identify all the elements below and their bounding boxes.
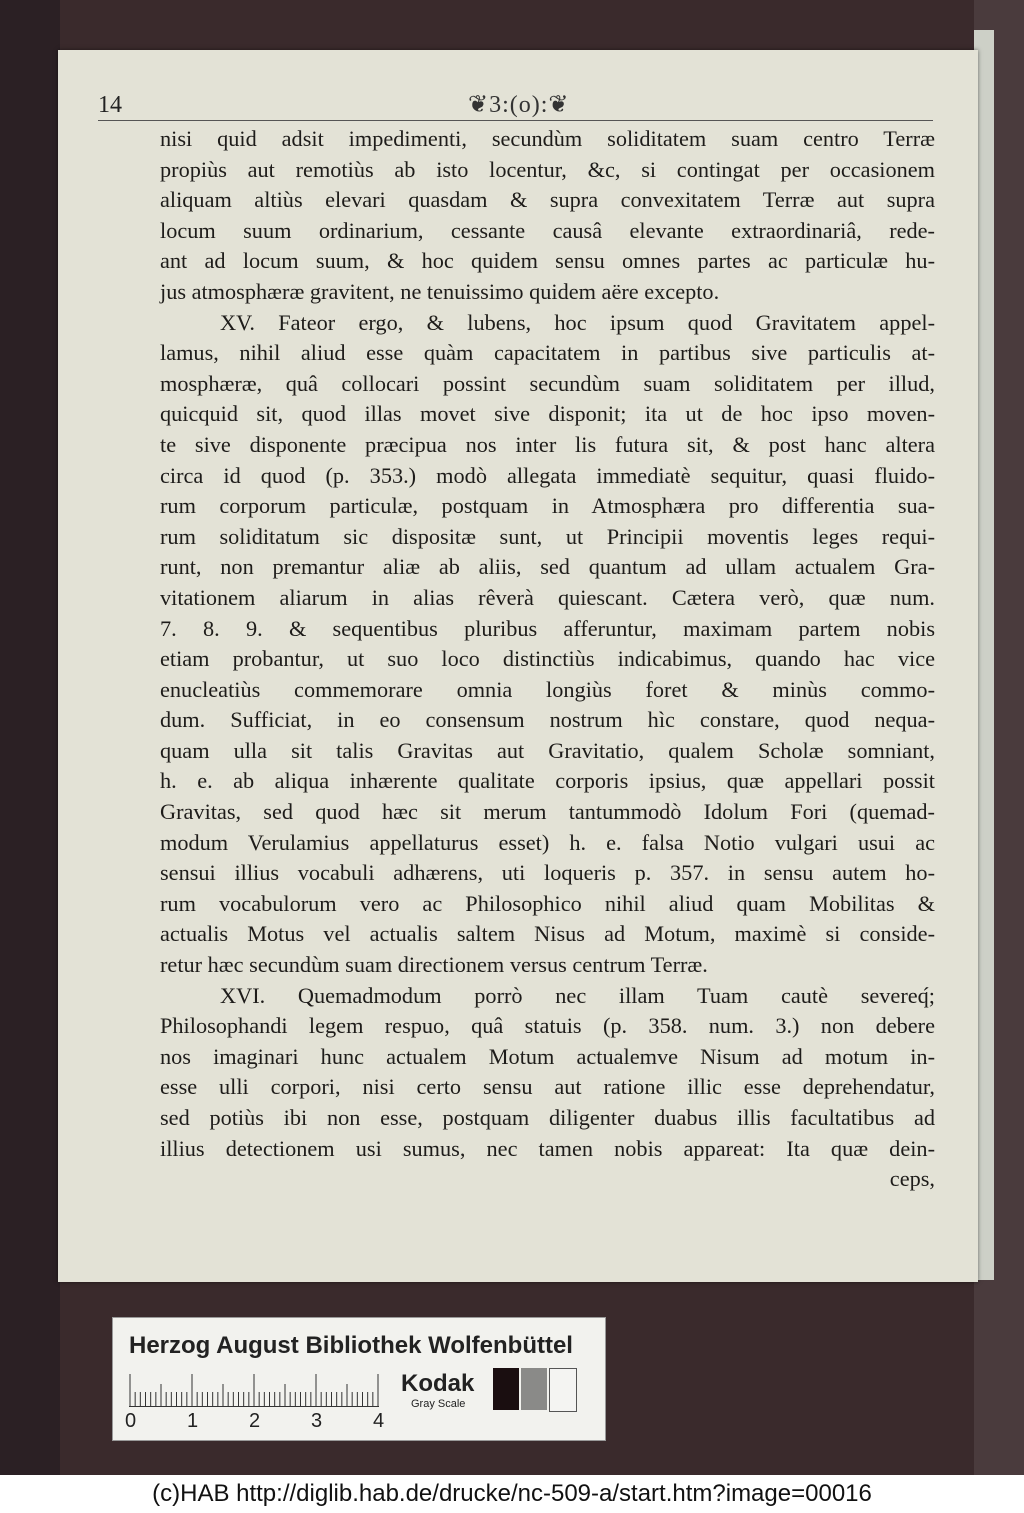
- text-line: Gravitas, sed quod hæc sit merum tantummodò Idolum Fori (quemad-: [160, 799, 935, 825]
- scale-card: [112, 1317, 606, 1441]
- text-line: ant ad locum suum, & hoc quidem sensu omnes partes ac particulæ hu-: [160, 248, 935, 274]
- body-text: [160, 124, 935, 1195]
- text-line: nos imaginari hunc actualem Motum actualemve Nisum ad motum in-: [160, 1043, 935, 1069]
- catchword: ceps,: [889, 1166, 935, 1192]
- ruler-number: 0: [125, 1410, 137, 1432]
- running-head: [98, 92, 933, 122]
- footer-bar: [0, 1475, 1024, 1513]
- footer-credit: (c)HAB http://diglib.hab.de/drucke/nc-509-a/start.htm?image=00016: [152, 1480, 872, 1507]
- ruler-number: 1: [187, 1410, 199, 1432]
- ruler: [129, 1374, 379, 1407]
- text-line: lamus, nihil aliud esse quàm capacitatem in partibus sive particulis at-: [160, 340, 935, 366]
- text-line: quicquid sit, quod illas movet sive disponit; ita ut de hoc ipso moven-: [160, 401, 935, 427]
- text-line: dum. Sufficiat, in eo consensum nostrum hìc constare, quod nequa-: [160, 707, 935, 733]
- text-line: aliquam altiùs elevari quasdam & supra convexitatem Terræ aut supra: [160, 187, 935, 213]
- text-line: locum suum ordinarium, cessante causâ elevante extraordinariâ, rede-: [160, 217, 935, 243]
- text-line: actualis Motus vel actualis saltem Nisus ad Motum, maximè si conside-: [160, 921, 935, 947]
- text-line: etiam probantur, ut suo loco distinctiùs indicabimus, quando hac vice: [160, 646, 935, 672]
- text-line: te sive disponente præcipua nos inter lis futura sit, & post hanc altera: [160, 431, 935, 457]
- header-rule: [98, 120, 933, 121]
- ruler-number: 2: [249, 1410, 261, 1432]
- text-line: rum soliditatum sic dispositæ sunt, ut Principii moventis leges requi-: [160, 523, 935, 549]
- text-line: h. e. ab aliqua inhærente qualitate corporis ipsius, quæ appellari possit: [160, 768, 935, 794]
- text-line: sed potiùs ibi non esse, postquam diligenter duabus illis facultatibus ad: [160, 1105, 935, 1130]
- swatch-dark: [493, 1368, 519, 1410]
- binding-left: [0, 0, 60, 1475]
- library-name: Herzog August Bibliothek Wolfenbüttel: [129, 1332, 573, 1359]
- text-line: Philosophandi legem respuo, quâ statuis (p. 358. num. 3.) non debere: [160, 1013, 935, 1039]
- text-line: 7. 8. 9. & sequentibus pluribus afferuntur, maximam partem nobis: [160, 615, 935, 641]
- text-line: mosphæræ, quâ collocari possint secundùm suam soliditatem per illud,: [160, 370, 935, 396]
- text-line: vitationem aliarum in alias rêverà quiescant. Cætera verò, quæ num.: [160, 584, 935, 610]
- text-line: modum Verulamius appellaturus esset) h. e. falsa Notio vulgari usui ac: [160, 829, 935, 855]
- text-line: quam ulla sit talis Gravitas aut Gravitatio, qualem Scholæ somniant,: [160, 737, 935, 763]
- page-number: 14: [98, 92, 122, 118]
- ruler-number: 3: [311, 1410, 323, 1432]
- text-line: propiùs aut remotiùs ab isto locentur, &c, si contingat per occasionem: [160, 156, 935, 182]
- text-line: XV. Fateor ergo, & lubens, hoc ipsum quod Gravitatem appel-: [220, 309, 935, 335]
- text-line: esse ulli corpori, nisi certo sensu aut ratione illic esse deprehendatur,: [160, 1074, 935, 1100]
- text-line: illius detectionem usi sumus, nec tamen nobis appareat: Ita quæ dein-: [160, 1135, 935, 1161]
- swatch-mid: [521, 1368, 547, 1410]
- text-line: enucleatiùs commemorare omnia longiùs foret & minùs commo-: [160, 676, 935, 702]
- text-line: runt, non premantur aliæ ab aliis, sed quantum ad ullam actualem Gra-: [160, 554, 935, 580]
- text-line: jus atmosphæræ gravitent, ne tenuissimo quidem aëre excepto.: [160, 278, 720, 304]
- swatch-light: [549, 1368, 577, 1412]
- text-line: nisi quid adsit impedimenti, secundùm soliditatem suam centro Terræ: [160, 126, 935, 151]
- kodak-logo: Kodak: [401, 1370, 475, 1397]
- text-line: sensui illius vocabuli adhærens, uti loqueris p. 357. in sensu autem ho-: [160, 860, 935, 886]
- text-line: rum vocabulorum vero ac Philosophico nihil aliud quam Mobilitas &: [160, 890, 935, 916]
- text-line: retur hæc secundùm suam directionem versus centrum Terræ.: [160, 952, 708, 978]
- text-line: XVI. Quemadmodum porrò nec illam Tuam cautè severeq́;: [220, 982, 935, 1008]
- text-line: circa id quod (p. 353.) modò allegata immediatè sequitur, quasi fluido-: [160, 462, 935, 488]
- header-ornament: ❦3:(o):❦: [468, 92, 570, 118]
- gray-scale-label: Gray Scale: [411, 1398, 466, 1410]
- text-line: rum corporum particulæ, postquam in Atmosphæra pro differentia sua-: [160, 493, 935, 519]
- ruler-number: 4: [373, 1410, 385, 1432]
